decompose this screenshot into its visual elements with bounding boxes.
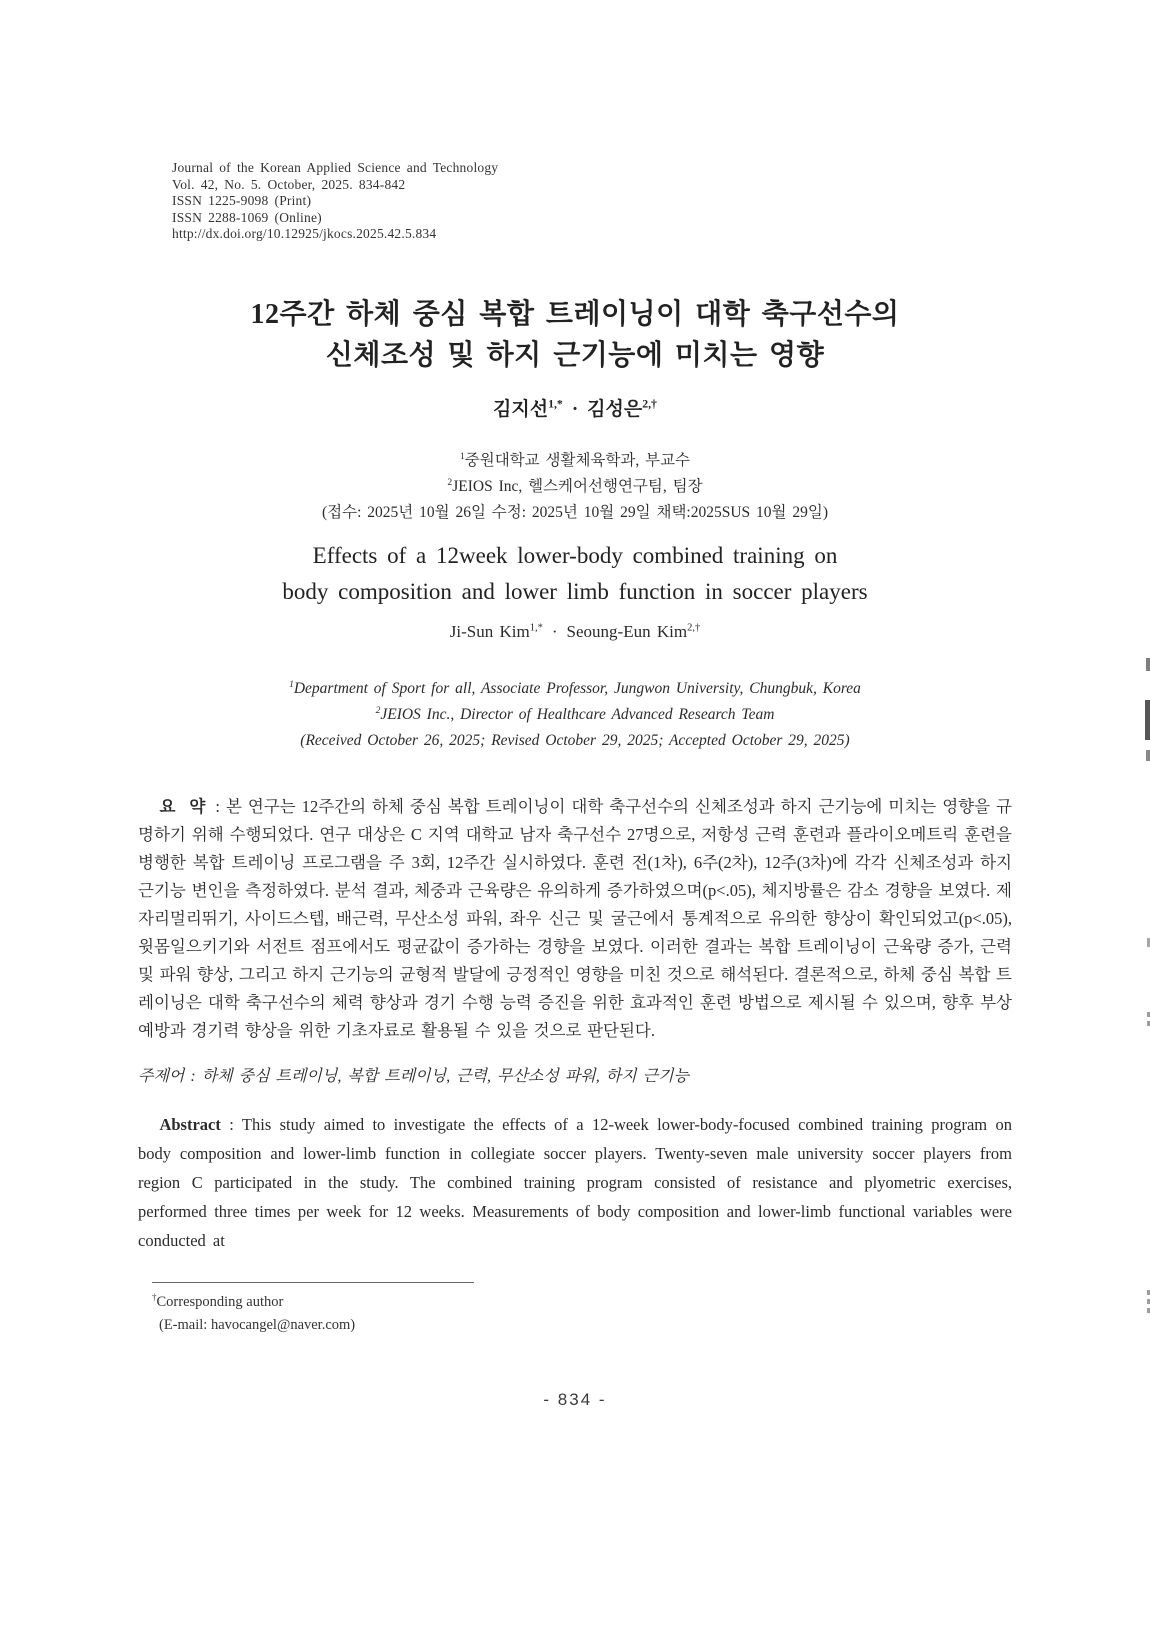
- received-dates-ko: (접수: 2025년 10월 26일 수정: 2025년 10월 29일 채택:2025SUS 10월 29일): [321, 504, 829, 521]
- abstract-korean: [138, 793, 1012, 1045]
- author-superscript-2-ko: 2,†: [642, 397, 657, 411]
- affiliation-2-en: [138, 702, 1012, 728]
- page-number: - 834 -: [543, 1390, 607, 1409]
- title-english: [138, 538, 1012, 610]
- author-name-2-en: Seoung-Eun Kim: [566, 622, 688, 641]
- scan-artifact: [1146, 750, 1150, 761]
- affiliation-2-text: JEIOS Inc, 헬스케어선행연구팀, 팀장: [452, 478, 703, 495]
- affiliation-2-en-superscript: 2: [375, 704, 381, 716]
- abstract-english-body: This study aimed to investigate the effects of a 12-week lower-body-focused combined training program on body composition and lower-limb function in collegiate soccer players. Twenty-seven male university soccer players from region C participated in the study. The combined training program consisted of resistance and plyometric exercises, performed three times per week for 12 weeks. Measurements of body composition and lower-limb functional variables were conducted at: [138, 1115, 1012, 1250]
- affiliation-2-superscript: 2: [447, 476, 453, 488]
- corresponding-author-note: [152, 1291, 852, 1314]
- abstract-korean-body: 본 연구는 12주간의 하체 중심 복합 트레이닝이 대학 축구선수의 신체조성과 하지 근기능에 미치는 영향을 규명하기 위해 수행되었다. 연구 대상은 C 지역 대학교 남자 축구선수 27명으로, 저항성 근력 훈련과 플라이오메트릭 훈련을 병행한 복합 트레이닝 프로그램을 주 3회, 12주간 실시하였다. 훈련 전(1차), 6주(2차), 12주(3차)에 각각 신체조성과 하지 근기능 변인을 측정하였다. 분석 결과, 체중과 근육량은 유의하게 증가하였으며(p<.05), 체지방률은 감소 경향을 보였다. 제자리멀리뛰기, 사이드스텝, 배근력, 무산소성 파워, 좌우 신근 및 굴근에서 통계적으로 유의한 향상이 확인되었고(p<.05), 윗몸일으키기와 서전트 점프에서도 평균값이 증가하는 경향을 보였다. 이러한 결과는 복합 트레이닝이 근육량 증가, 근력 및 파워 향상, 그리고 하지 근기능의 균형적 발달에 긍정적인 영향을 미친 것으로 해석된다. 결론적으로, 하체 중심 복합 트레이닝은 대학 축구선수의 체력 향상과 경기 수행 능력 증진을 위한 효과적인 훈련 방법으로 제시될 수 있으며, 향후 부상 예방과 경기력 향상을 위한 기초자료로 활용될 수 있을 것으로 판단된다.: [138, 797, 1012, 1040]
- abstract-korean-label: 요 약: [159, 797, 210, 816]
- abstract-korean-colon: :: [209, 797, 226, 816]
- abstract-english: [138, 1110, 1012, 1255]
- scan-artifact: [1145, 700, 1150, 740]
- author-separator: ·: [551, 622, 558, 641]
- abstract-english-colon: :: [220, 1115, 242, 1134]
- affiliation-2-en-text: JEIOS Inc., Director of Healthcare Advanced Research Team: [380, 706, 775, 723]
- keywords-korean: 주제어 : 하체 중심 트레이닝, 복합 트레이닝, 근력, 무산소성 파워, 하지 근기능: [138, 1068, 690, 1085]
- title-english-line1: Effects of a 12week lower-body combined training on: [312, 543, 838, 568]
- scan-artifact: [1146, 658, 1150, 671]
- authors-korean: [138, 394, 1012, 421]
- abstract-english-label: Abstract: [159, 1115, 221, 1134]
- authors-english: [138, 622, 1012, 642]
- affiliation-1-superscript: 1: [459, 450, 465, 462]
- footnote-divider: [152, 1282, 474, 1283]
- issn-online: ISSN 2288-1069 (Online): [172, 209, 322, 225]
- affiliation-1-en-superscript: 1: [289, 678, 294, 690]
- dagger-mark: †: [152, 1292, 157, 1303]
- journal-title: Journal of the Korean Applied Science and Technology: [172, 160, 499, 175]
- affiliations-korean: [138, 448, 1012, 526]
- title-korean: [138, 294, 1012, 376]
- affiliation-1-ko: [138, 448, 1012, 474]
- title-korean-line1: 12주간 하체 중심 복합 트레이닝이 대학 축구선수의: [250, 299, 900, 330]
- journal-volume: Vol. 42, No. 5. October, 2025. 834-842: [172, 176, 406, 192]
- author-superscript-1-en: 1,*: [529, 622, 543, 634]
- title-korean-line2: 신체조성 및 하지 근기능에 미치는 영향: [325, 340, 825, 371]
- footnote-block: [152, 1282, 852, 1337]
- author-name-2-ko: 김성은: [587, 399, 643, 420]
- received-dates-en: (Received October 26, 2025; Revised October 29, 2025; Accepted October 29, 2025): [300, 732, 850, 749]
- abstract-section: [138, 793, 1012, 1255]
- author-name-1-en: Ji-Sun Kim: [449, 622, 530, 641]
- affiliation-1-text: 중원대학교 생활체육학과, 부교수: [464, 452, 691, 469]
- issn-print: ISSN 1225-9098 (Print): [172, 193, 312, 208]
- affiliation-1-en: [138, 676, 1012, 702]
- affiliations-english: [138, 676, 1012, 754]
- author-separator: ·: [571, 399, 579, 420]
- author-name-1-ko: 김지선: [493, 399, 549, 420]
- doi-link: http://dx.doi.org/10.12925/jkocs.2025.42.5.834: [172, 226, 437, 241]
- author-superscript-1-ko: 1,*: [548, 397, 563, 411]
- affiliation-2-ko: [138, 474, 1012, 500]
- journal-header: [172, 160, 498, 243]
- author-superscript-2-en: 2,†: [687, 622, 701, 634]
- corresponding-author-text: Corresponding author: [156, 1294, 284, 1310]
- title-english-line2: body composition and lower limb function in soccer players: [282, 579, 868, 604]
- affiliation-1-en-text: Department of Sport for all, Associate Professor, Jungwon University, Chungbuk, Korea: [293, 680, 861, 697]
- corresponding-author-email: (E-mail: havocangel@naver.com): [159, 1317, 356, 1333]
